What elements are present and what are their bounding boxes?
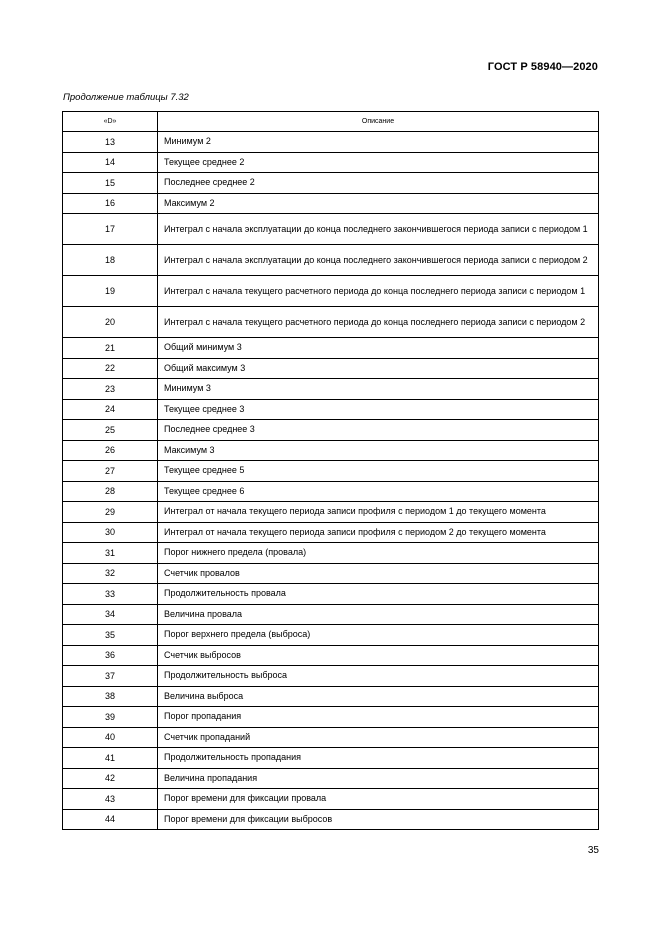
row-description: Продолжительность провала: [158, 584, 599, 605]
row-code: 31: [63, 543, 158, 564]
table-row: [63, 604, 599, 625]
table-row: [63, 666, 599, 687]
table-row: [63, 625, 599, 646]
table-row: [63, 193, 599, 214]
row-description: Максимум 2: [158, 193, 599, 214]
table-row: [63, 245, 599, 276]
row-description: Порог верхнего предела (выброса): [158, 625, 599, 646]
table-row: [63, 563, 599, 584]
header-description: Описание: [158, 112, 599, 132]
row-code: 42: [63, 768, 158, 789]
table-header-row: [63, 112, 599, 132]
table-row: [63, 307, 599, 338]
table-row: [63, 748, 599, 769]
row-code: 29: [63, 502, 158, 523]
row-code: 36: [63, 645, 158, 666]
row-code: 25: [63, 420, 158, 441]
row-description: Счетчик провалов: [158, 563, 599, 584]
row-code: 27: [63, 461, 158, 482]
row-code: 32: [63, 563, 158, 584]
row-description: Порог пропадания: [158, 707, 599, 728]
table-row: [63, 461, 599, 482]
row-code: 18: [63, 245, 158, 276]
table-row: [63, 214, 599, 245]
row-code: 13: [63, 132, 158, 153]
table-row: [63, 789, 599, 810]
header-code: «D»: [63, 112, 158, 132]
row-code: 30: [63, 522, 158, 543]
table-row: [63, 276, 599, 307]
table-row: [63, 379, 599, 400]
row-description: Интеграл от начала текущего периода записи профиля с периодом 1 до текущего момента: [158, 502, 599, 523]
row-code: 40: [63, 727, 158, 748]
table-row: [63, 502, 599, 523]
table-row: [63, 686, 599, 707]
row-code: 16: [63, 193, 158, 214]
row-code: 44: [63, 809, 158, 830]
row-description: Счетчик выбросов: [158, 645, 599, 666]
row-description: Текущее среднее 2: [158, 152, 599, 173]
table-row: [63, 809, 599, 830]
row-code: 35: [63, 625, 158, 646]
table-row: [63, 152, 599, 173]
row-code: 33: [63, 584, 158, 605]
table-row: [63, 358, 599, 379]
row-code: 39: [63, 707, 158, 728]
row-code: 28: [63, 481, 158, 502]
row-code: 43: [63, 789, 158, 810]
row-code: 22: [63, 358, 158, 379]
row-code: 15: [63, 173, 158, 194]
row-description: Общий максимум 3: [158, 358, 599, 379]
row-description: Величина выброса: [158, 686, 599, 707]
row-code: 21: [63, 338, 158, 359]
table-row: [63, 132, 599, 153]
row-description: Максимум 3: [158, 440, 599, 461]
row-code: 26: [63, 440, 158, 461]
table-row: [63, 440, 599, 461]
row-description: Минимум 3: [158, 379, 599, 400]
row-code: 24: [63, 399, 158, 420]
row-description: Продолжительность пропадания: [158, 748, 599, 769]
row-code: 38: [63, 686, 158, 707]
table-row: [63, 584, 599, 605]
row-description: Интеграл с начала эксплуатации до конца последнего закончившегося периода записи с периодом 1: [158, 214, 599, 245]
table-row: [63, 707, 599, 728]
row-code: 41: [63, 748, 158, 769]
row-description: Интеграл от начала текущего периода записи профиля с периодом 2 до текущего момента: [158, 522, 599, 543]
row-description: Порог времени для фиксации провала: [158, 789, 599, 810]
row-description: Счетчик пропаданий: [158, 727, 599, 748]
row-description: Текущее среднее 6: [158, 481, 599, 502]
table-row: [63, 338, 599, 359]
table-row: [63, 481, 599, 502]
table-row: [63, 420, 599, 441]
row-description: Интеграл с начала текущего расчетного периода до конца последнего периода записи с периодом 2: [158, 307, 599, 338]
row-description: Порог времени для фиксации выбросов: [158, 809, 599, 830]
row-description: Интеграл с начала текущего расчетного периода до конца последнего периода записи с периодом 1: [158, 276, 599, 307]
row-code: 23: [63, 379, 158, 400]
row-code: 19: [63, 276, 158, 307]
row-description: Последнее среднее 2: [158, 173, 599, 194]
row-description: Величина провала: [158, 604, 599, 625]
row-code: 14: [63, 152, 158, 173]
row-code: 17: [63, 214, 158, 245]
table-row: [63, 173, 599, 194]
table-row: [63, 543, 599, 564]
table-row: [63, 727, 599, 748]
row-description: Текущее среднее 3: [158, 399, 599, 420]
row-description: Продолжительность выброса: [158, 666, 599, 687]
table-row: [63, 522, 599, 543]
page-number: 35: [587, 845, 599, 856]
document-code: ГОСТ Р 58940—2020: [487, 61, 598, 73]
table-row: [63, 399, 599, 420]
row-description: Порог нижнего предела (провала): [158, 543, 599, 564]
row-description: Минимум 2: [158, 132, 599, 153]
table-row: [63, 768, 599, 789]
row-description: Последнее среднее 3: [158, 420, 599, 441]
row-code: 34: [63, 604, 158, 625]
row-description: Величина пропадания: [158, 768, 599, 789]
row-description: Общий минимум 3: [158, 338, 599, 359]
table-continuation-caption: Продолжение таблицы 7.32: [63, 92, 189, 103]
table-row: [63, 645, 599, 666]
row-code: 37: [63, 666, 158, 687]
row-code: 20: [63, 307, 158, 338]
row-description: Текущее среднее 5: [158, 461, 599, 482]
row-description: Интеграл с начала эксплуатации до конца последнего закончившегося периода записи с периодом 2: [158, 245, 599, 276]
parameters-table: [62, 111, 599, 830]
